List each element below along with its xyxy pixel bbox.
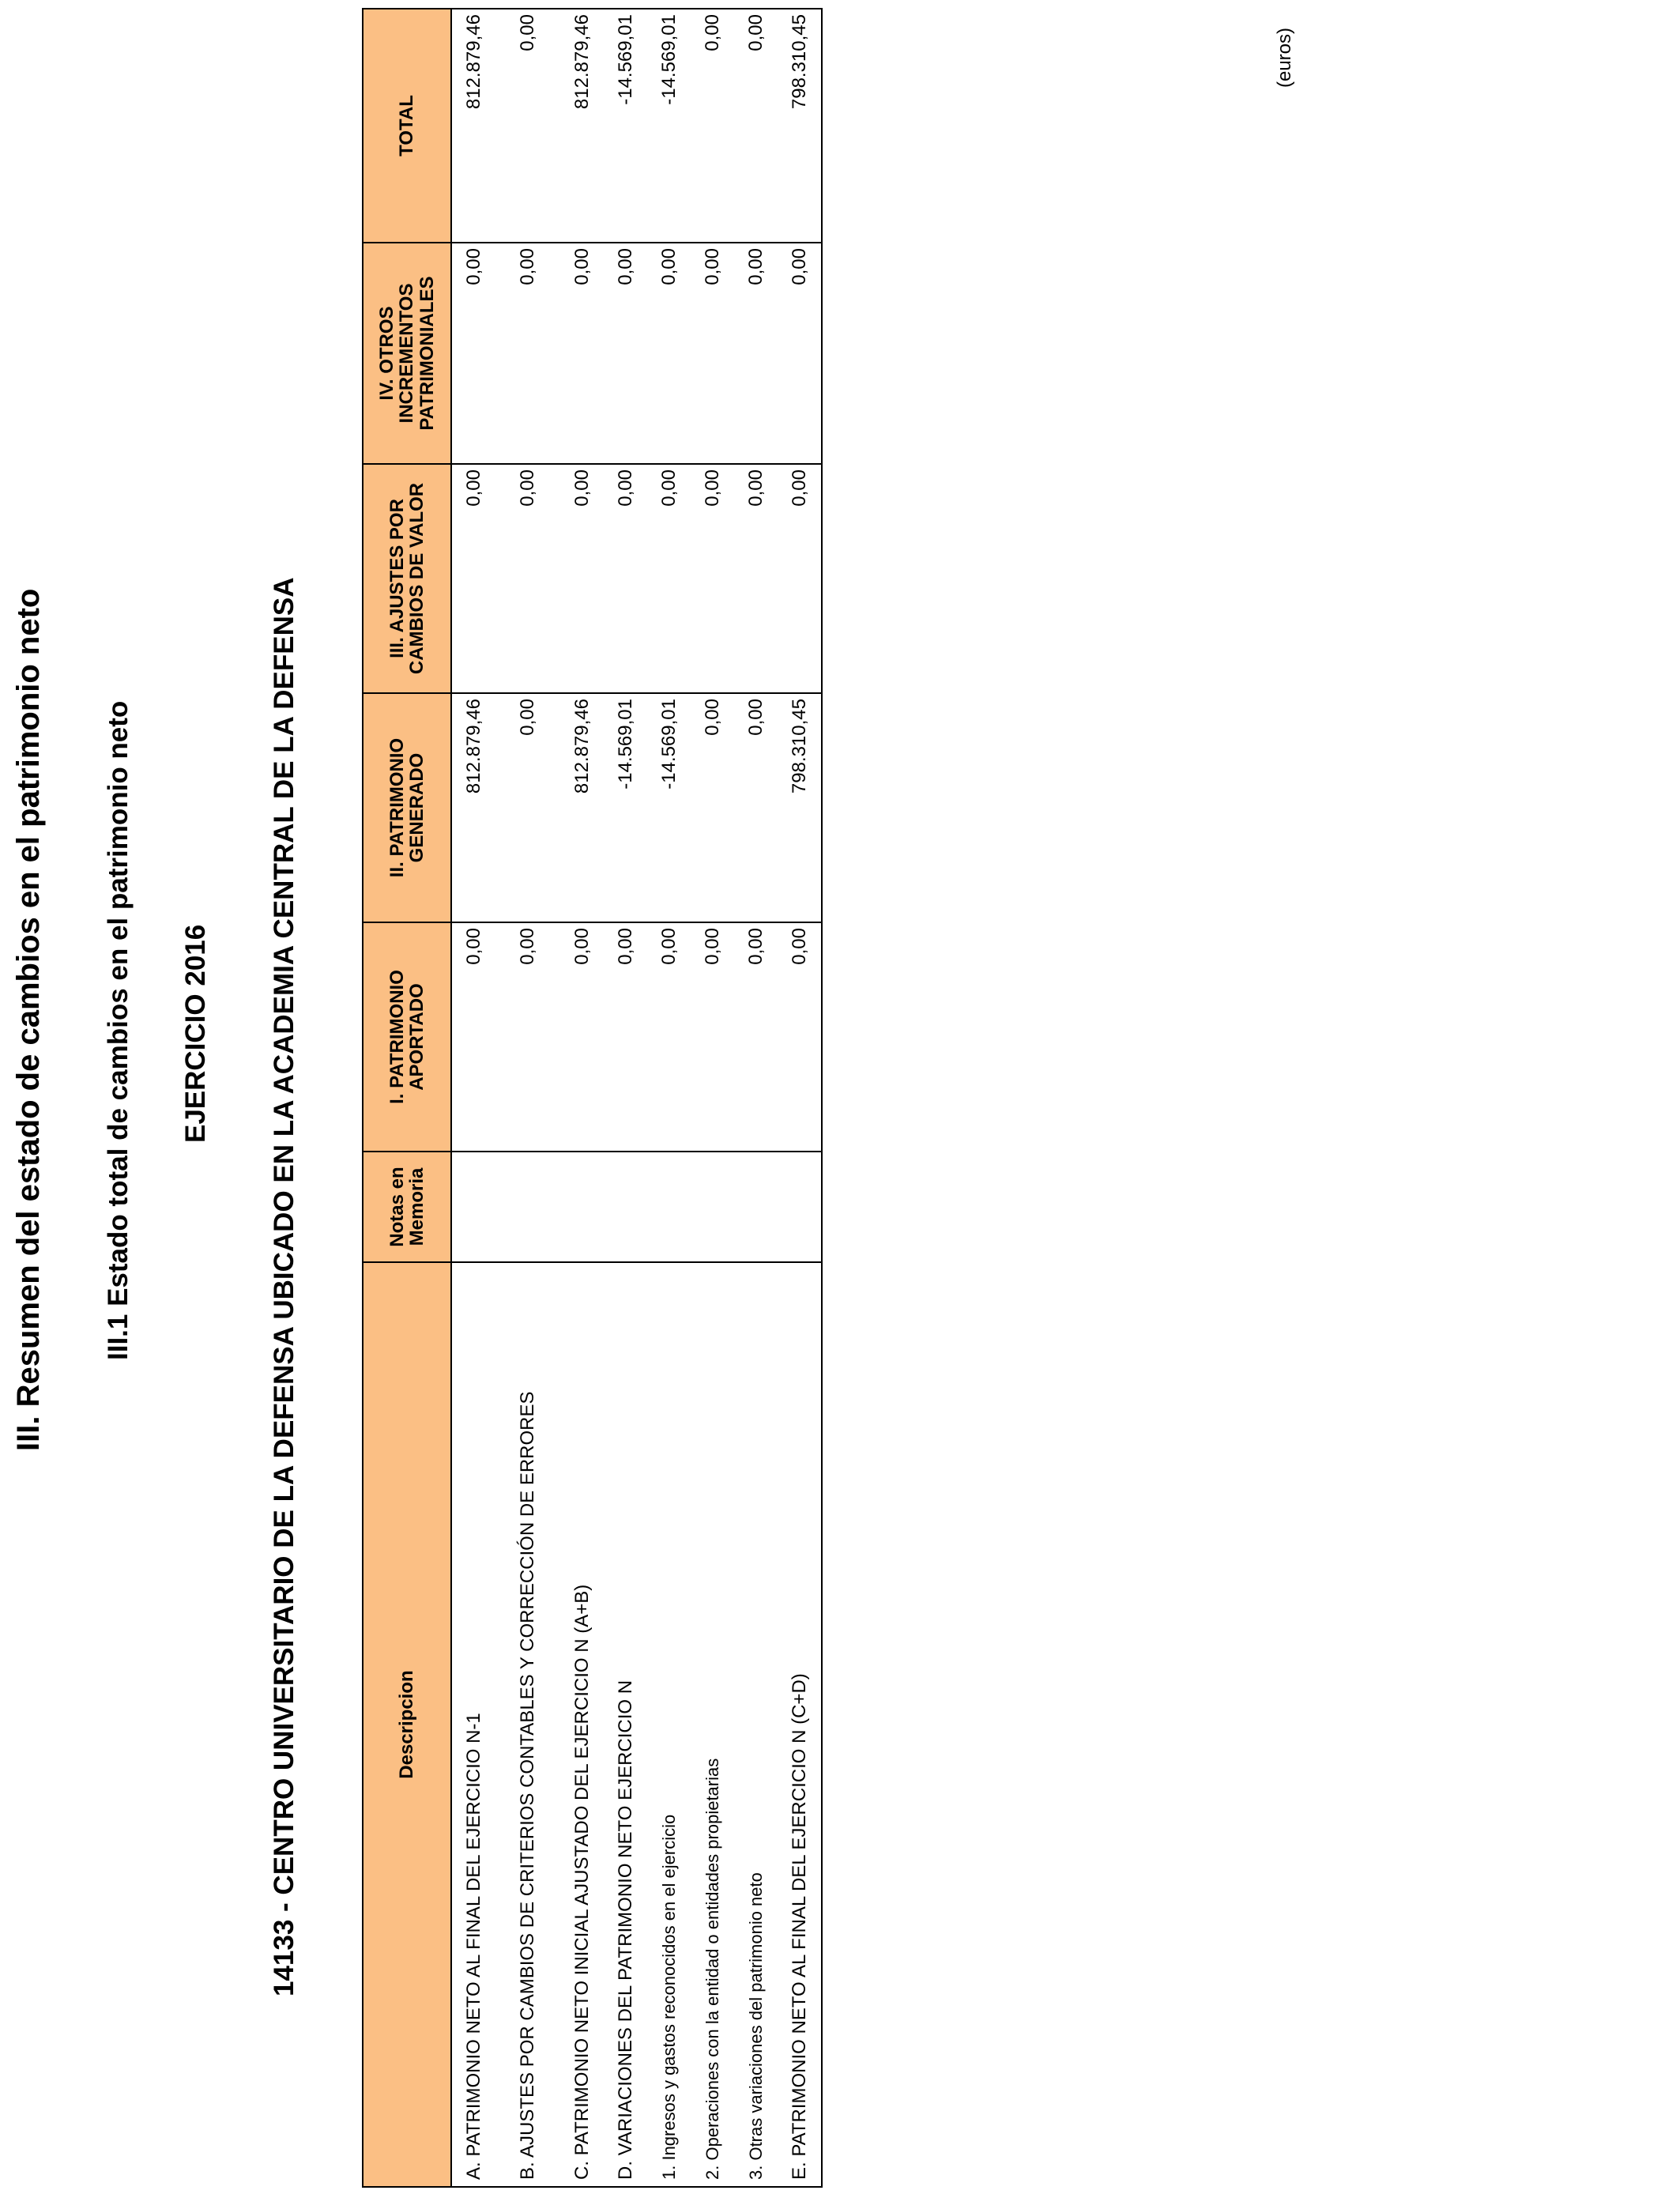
row-description: C. PATRIMONIO NETO INICIAL AJUSTADO DEL EJERCICIO N (A+B) (560, 1262, 604, 2187)
row-generado: 812.879,46 (451, 693, 495, 922)
row-notes (734, 1152, 778, 1262)
row-notes (495, 1152, 560, 1262)
col-header-ajustes: III. AJUSTES POR CAMBIOS DE VALOR (363, 464, 451, 693)
table-row (734, 9, 778, 2187)
row-ajustes: 0,00 (734, 464, 778, 693)
col-header-notas: Notas en Memoria (363, 1152, 451, 1262)
row-otros: 0,00 (734, 243, 778, 464)
table-row (691, 9, 734, 2187)
row-otros: 0,00 (691, 243, 734, 464)
table-row (778, 9, 822, 2187)
entity-name: 14133 - CENTRO UNIVERSITARIO DE LA DEFENSA UBICADO EN LA ACADEMIA CENTRAL DE LA DEFENSA (269, 577, 299, 1996)
row-aportado: 0,00 (778, 922, 822, 1152)
row-ajustes: 0,00 (604, 464, 647, 693)
table-row (495, 9, 560, 2187)
row-generado: -14.569,01 (647, 693, 691, 922)
equity-changes-table (362, 8, 823, 2188)
row-description: B. AJUSTES POR CAMBIOS DE CRITERIOS CONTABLES Y CORRECCIÓN DE ERRORES (495, 1262, 560, 2187)
row-generado: -14.569,01 (604, 693, 647, 922)
row-generado: 812.879,46 (560, 693, 604, 922)
row-aportado: 0,00 (691, 922, 734, 1152)
row-description: E. PATRIMONIO NETO AL FINAL DEL EJERCICIO N (C+D) (778, 1262, 822, 2187)
row-aportado: 0,00 (647, 922, 691, 1152)
row-ajustes: 0,00 (691, 464, 734, 693)
row-total: 798.310,45 (778, 9, 822, 243)
row-total: -14.569,01 (647, 9, 691, 243)
row-otros: 0,00 (604, 243, 647, 464)
table-row (647, 9, 691, 2187)
row-ajustes: 0,00 (560, 464, 604, 693)
row-total: 812.879,46 (451, 9, 495, 243)
row-description: 1. Ingresos y gastos reconocidos en el ejercicio (647, 1262, 691, 2187)
row-notes (647, 1152, 691, 1262)
col-header-total: TOTAL (363, 9, 451, 243)
row-ajustes: 0,00 (495, 464, 560, 693)
row-aportado: 0,00 (734, 922, 778, 1152)
row-ajustes: 0,00 (778, 464, 822, 693)
row-description: D. VARIACIONES DEL PATRIMONIO NETO EJERCICIO N (604, 1262, 647, 2187)
row-aportado: 0,00 (604, 922, 647, 1152)
row-aportado: 0,00 (560, 922, 604, 1152)
row-total: -14.569,01 (604, 9, 647, 243)
col-header-descripcion: Descripcion (363, 1262, 451, 2187)
row-aportado: 0,00 (451, 922, 495, 1152)
row-total: 0,00 (495, 9, 560, 243)
row-ajustes: 0,00 (647, 464, 691, 693)
row-notes (560, 1152, 604, 1262)
row-notes (604, 1152, 647, 1262)
section-subtitle: III.1 Estado total de cambios en el patrimonio neto (103, 700, 134, 1360)
row-otros: 0,00 (451, 243, 495, 464)
col-header-otros: IV. OTROS INCREMENTOS PATRIMONIALES (363, 243, 451, 464)
row-description: A. PATRIMONIO NETO AL FINAL DEL EJERCICIO N-1 (451, 1262, 495, 2187)
row-description: 2. Operaciones con la entidad o entidades propietarias (691, 1262, 734, 2187)
row-total: 812.879,46 (560, 9, 604, 243)
table-row (604, 9, 647, 2187)
currency-units: (euros) (1274, 27, 1295, 88)
row-otros: 0,00 (495, 243, 560, 464)
row-generado: 0,00 (691, 693, 734, 922)
row-generado: 0,00 (734, 693, 778, 922)
row-notes (778, 1152, 822, 1262)
table-row (560, 9, 604, 2187)
row-total: 0,00 (691, 9, 734, 243)
table-row (451, 9, 495, 2187)
col-header-aportado: I. PATRIMONIO APORTADO (363, 922, 451, 1152)
col-header-generado: II. PATRIMONIO GENERADO (363, 693, 451, 922)
row-description: 3. Otras variaciones del patrimonio neto (734, 1262, 778, 2187)
row-otros: 0,00 (560, 243, 604, 464)
row-notes (691, 1152, 734, 1262)
row-otros: 0,00 (647, 243, 691, 464)
row-total: 0,00 (734, 9, 778, 243)
table-header-row (363, 9, 451, 2187)
row-otros: 0,00 (778, 243, 822, 464)
row-ajustes: 0,00 (451, 464, 495, 693)
exercise-year: EJERCICIO 2016 (180, 924, 211, 1143)
row-generado: 798.310,45 (778, 693, 822, 922)
page-title: III. Resumen del estado de cambios en el patrimonio neto (11, 588, 46, 1451)
row-aportado: 0,00 (495, 922, 560, 1152)
row-generado: 0,00 (495, 693, 560, 922)
row-notes (451, 1152, 495, 1262)
